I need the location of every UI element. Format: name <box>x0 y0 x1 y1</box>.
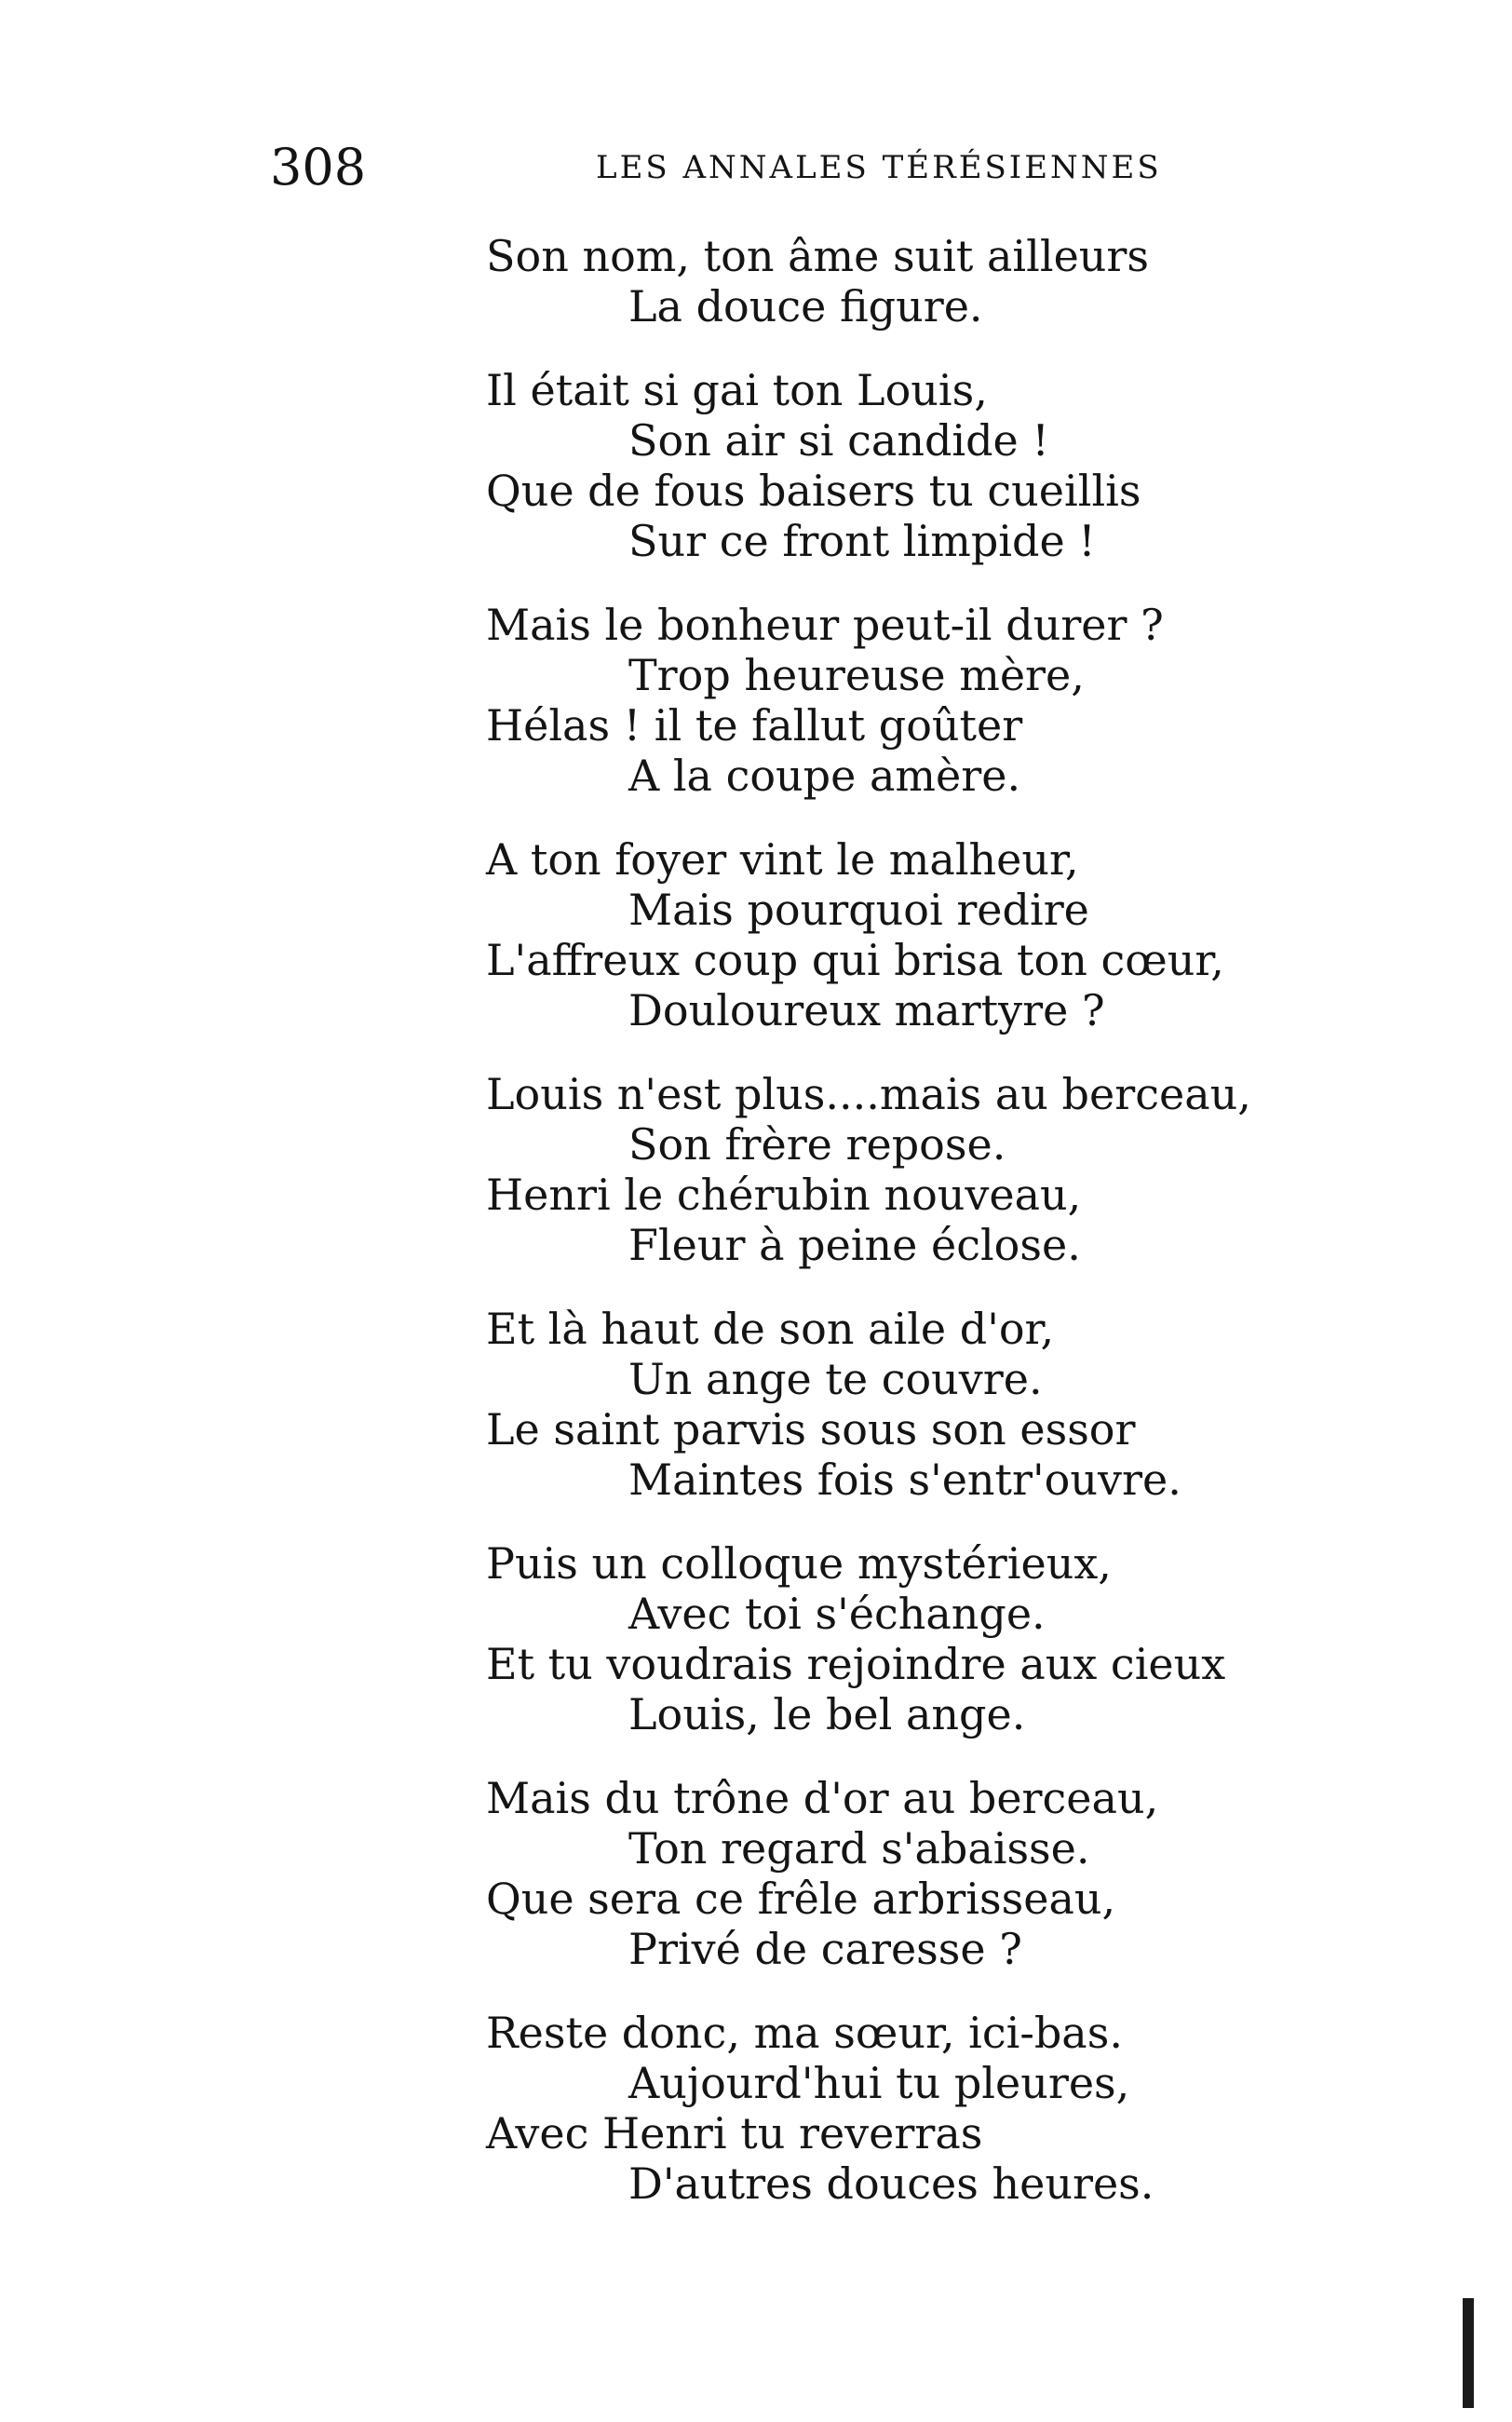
poem-line: Son frère repose. <box>628 1119 1006 1170</box>
scan-margin-mark <box>1463 2298 1474 2408</box>
poem-line: A ton foyer vint le malheur, <box>486 834 1079 885</box>
poem-line: L'affreux coup qui brisa ton cœur, <box>486 935 1224 985</box>
poem-line: Ton regard s'abaisse. <box>628 1823 1090 1874</box>
poem-line: Il était si gai ton Louis, <box>486 365 988 415</box>
poem-line: Reste donc, ma sœur, ici-bas. <box>486 2008 1123 2058</box>
poem-line: Que sera ce frêle arbrisseau, <box>486 1874 1116 1924</box>
poem-line: Hélas ! il te fallut goûter <box>486 700 1023 751</box>
running-title: LES ANNALES TÉRÉSIENNES <box>596 149 1162 186</box>
poem-stanza-4 <box>0 834 1512 1035</box>
poem-line: Et là haut de son aile d'or, <box>486 1304 1055 1354</box>
poem-stanza-1 <box>0 231 1512 332</box>
poem-stanza-6 <box>0 1304 1512 1505</box>
poem-line: Mais pourquoi redire <box>628 885 1089 935</box>
poem-line: Douloureux martyre ? <box>628 985 1105 1035</box>
poem-line: Aujourd'hui tu pleures, <box>628 2058 1130 2108</box>
poem <box>0 231 1512 2209</box>
poem-line: Un ange te couvre. <box>628 1354 1043 1404</box>
poem-line: La douce figure. <box>628 281 983 332</box>
page-number: 308 <box>270 138 367 196</box>
poem-stanza-9 <box>0 2008 1512 2209</box>
poem-stanza-7 <box>0 1538 1512 1739</box>
poem-line: Et tu voudrais rejoindre aux cieux <box>486 1639 1226 1689</box>
poem-line: Son air si candide ! <box>628 415 1049 466</box>
poem-stanza-5 <box>0 1069 1512 1270</box>
poem-line: Trop heureuse mère, <box>628 650 1085 700</box>
poem-line: Louis, le bel ange. <box>628 1689 1026 1739</box>
poem-stanza-8 <box>0 1773 1512 1974</box>
poem-line: Avec Henri tu reverras <box>486 2108 983 2158</box>
poem-line: D'autres douces heures. <box>628 2158 1154 2209</box>
poem-line: Henri le chérubin nouveau, <box>486 1170 1082 1220</box>
poem-line: Sur ce front limpide ! <box>628 516 1096 566</box>
poem-line: Son nom, ton âme suit ailleurs <box>486 231 1150 281</box>
poem-line: Louis n'est plus....mais au berceau, <box>486 1069 1251 1119</box>
poem-line: Avec toi s'échange. <box>628 1589 1046 1639</box>
poem-line: Le saint parvis sous son essor <box>486 1404 1136 1455</box>
running-header <box>0 130 1512 205</box>
poem-line: A la coupe amère. <box>628 751 1021 801</box>
poem-line: Privé de caresse ? <box>628 1924 1022 1974</box>
poem-line: Mais le bonheur peut-il durer ? <box>486 600 1164 650</box>
poem-stanza-2 <box>0 365 1512 566</box>
poem-line: Puis un colloque mystérieux, <box>486 1538 1112 1589</box>
poem-line: Que de fous baisers tu cueillis <box>486 466 1141 516</box>
poem-line: Mais du trône d'or au berceau, <box>486 1773 1159 1823</box>
poem-line: Maintes fois s'entr'ouvre. <box>628 1455 1181 1505</box>
poem-stanza-3 <box>0 600 1512 801</box>
poem-line: Fleur à peine éclose. <box>628 1220 1081 1270</box>
